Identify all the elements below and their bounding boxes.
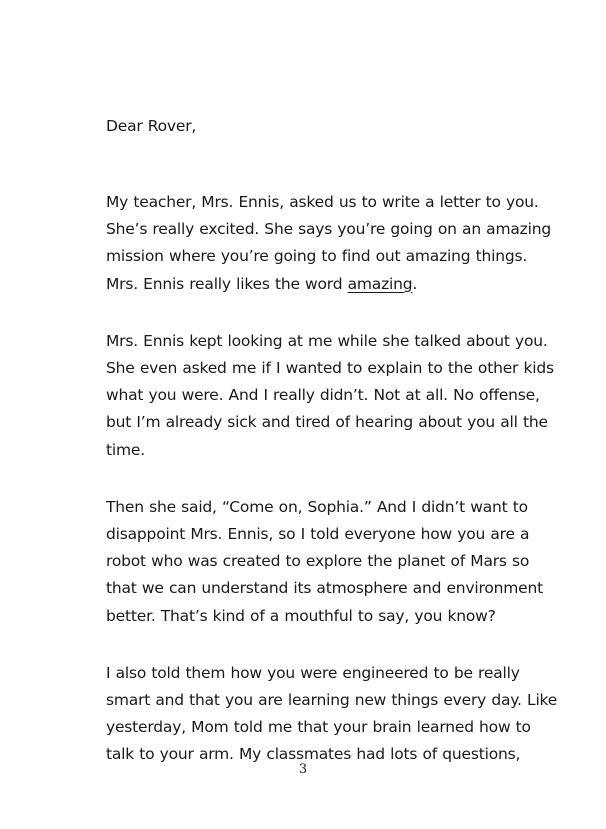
- letter-greeting: Dear Rover,: [106, 117, 197, 135]
- text-line: disappoint Mrs. Ennis, so I told everyone how you are a: [106, 525, 530, 544]
- text-line: She even asked me if I wanted to explain to the other kids: [106, 359, 554, 378]
- text-line: what you were. And I really didn’t. Not at all. No offense,: [106, 386, 540, 405]
- text-line: yesterday, Mom told me that your brain learned how to: [106, 718, 531, 737]
- paragraph-3: [106, 494, 543, 630]
- letter-body: [106, 113, 558, 799]
- paragraph-2: [106, 328, 554, 464]
- text-line: Then she said, “Come on, Sophia.” And I didn’t want to: [106, 497, 528, 516]
- text-line: better. That’s kind of a mouthful to say, you know?: [106, 606, 496, 625]
- page-number: 3: [298, 762, 308, 777]
- underlined-word: amazing: [347, 274, 413, 293]
- text-line: talk to your arm. My classmates had lots of questions,: [106, 745, 521, 764]
- text-line: but I’m already sick and tired of hearing about you all the: [106, 413, 548, 432]
- text-line: smart and that you are learning new things every day. Like: [106, 691, 558, 710]
- text-line: She’s really excited. She says you’re going on an amazing: [106, 220, 551, 239]
- text-line: My teacher, Mrs. Ennis, asked us to write a letter to you.: [106, 193, 539, 211]
- text-line: that we can understand its atmosphere and environment: [106, 579, 543, 598]
- text-line: [106, 271, 526, 298]
- text-segment: .: [412, 274, 418, 293]
- paragraph-4: [106, 660, 558, 769]
- paragraph-1: [106, 189, 551, 298]
- text-line: I also told them how you were engineered to be really: [106, 663, 520, 682]
- text-line: Mrs. Ennis kept looking at me while she talked about you.: [106, 331, 548, 350]
- text-line: mission where you’re going to find out amazing things.: [106, 247, 528, 266]
- text-segment: Mrs. Ennis really likes the word: [106, 274, 348, 293]
- text-line: robot who was created to explore the planet of Mars so: [106, 552, 530, 571]
- text-line: time.: [106, 440, 145, 459]
